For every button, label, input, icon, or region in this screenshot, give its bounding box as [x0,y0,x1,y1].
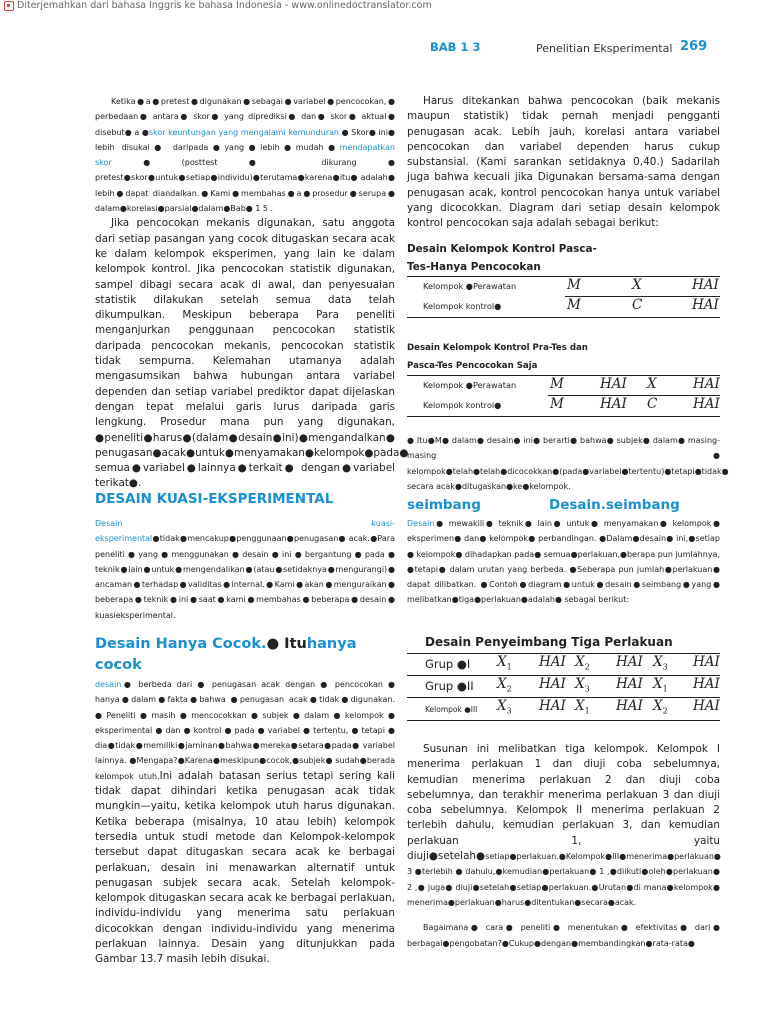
cell-symbol: $X_2$ [497,676,512,694]
design-row [407,698,720,720]
paragraph-text: ● berbeda dari ● penugasan acak dengan ● pencocokan ● hanya●dalam●fakta●bahwa ●penugasan acak●tidak●digunakan. ●Peneliti●masih●mencocokkan●subjek●dalam●kelompok● eksperimental●dan●kontrol●pada●variabel●tertentu,●tetapi● dia●tidak●memiliki●jaminan●bahwa●mereka●setara●pada● variabel lainnya. ●Mengapa?●Karena●meskipun●cocok,●subjek● sudah●berada kelompok utuh. [95,680,395,781]
cell-symbol: HAI [539,676,566,692]
paragraph-m-explanation: ● Itu●M● dalam● desain● ini● berarti● bahwa● subjek● dalam● masing-masing● kelompok●telah●telah●dicocokkan●(pada●variabel●tertentu)●tetapi●tidak● secara acak●ditugaskan●ke●kelompok. [407,436,729,491]
cell-symbol: M [550,396,564,412]
paragraph-matching-only [95,677,395,968]
banner-text[interactable]: Diterjemahkan dari bahasa Inggris ke bahasa Indonesia - www.onlinedoctranslator.com [17,0,432,11]
chapter-label: BAB 1 3 [430,40,481,54]
row-label: Grup ●I [425,657,471,671]
paragraph-text: ● mewakili● teknik● lain● untuk● menyamakan● kelompok● eksperimen● dan● kelompok● perbandingan. ●Dalam●desain● ini,●setiap ● kelompok● dihadapkan pada● semua●perlakuan,●berapa pun jumlahnya, ●tetapi● dalam urutan yang berbeda. ●Seberapa pun jumlah●perlakuan● dapat dilibatkan. ●Contoh●diagram●untuk●desain●seimbang●yang● melibatkan●tiga●perlakuan●adalah● sebagai berikut: [407,519,720,605]
page-number: 269 [680,39,708,54]
cell-symbol: HAI [616,676,643,692]
cell-symbol: $X_1$ [653,676,668,694]
design-table-rows [407,376,720,416]
row-label: Kelompok kontrol● [423,301,502,311]
paragraph-text: Ketika●a●pretest●digunakan●sebagai●variabel●pencocokan,● perbedaan● antara● skor● yang diprediksi● dan● skor● aktual● disebut● a ● [95,97,395,137]
subheading-text: ● Itu [266,636,307,652]
term-design: desain [95,680,122,689]
table-title: Desain Penyeimbang Tiga Perlakuan [425,635,673,649]
translator-logo-icon [4,1,14,11]
row-label: Kelompok ●Perawatan [423,281,517,291]
design-row [407,277,720,297]
table-rule [565,296,720,297]
design-row [407,654,720,676]
design-row [407,676,720,698]
cell-symbol: HAI [539,698,566,714]
cell-symbol: HAI [600,376,627,392]
cell-symbol: HAI [693,396,720,412]
cell-symbol: HAI [600,396,627,412]
cell-symbol: C [632,297,643,313]
term-quasi-experimental: Desain kuasi-eksperimental [95,519,395,544]
design-table-counterbalanced [407,632,720,652]
cell-symbol: HAI [693,376,720,392]
table-rule [407,416,720,417]
table-rule [407,720,720,721]
row-label: Kelompok ●Perawatan [423,380,517,390]
section-heading: seimbang [407,497,481,513]
table-rule [548,395,720,396]
table-title: Desain Kelompok Kontrol Pra-Tes dan [407,343,588,353]
cell-symbol: $X_3$ [575,676,590,694]
section-counterbalanced [407,497,720,517]
cell-symbol: $X_1$ [575,698,590,716]
cell-symbol: HAI [616,698,643,714]
table-rule [407,317,720,318]
right-column-3 [407,516,720,608]
cell-symbol: $X_3$ [653,654,668,672]
paragraph-text: Susunan ini melibatkan tiga kelompok. Kelompok I menerima perlakuan 1 dan diuji coba sebelumnya, kemudian menerima perlakuan 2 dan diuji coba sebelumnya, dan terakhir menerima perlakuan 3 dan diuji coba sebelumnya. Kelompok II menerima perlakuan 2 terlebih dahulu, kemudian perlakuan 3, dan kemudian perlakuan 1, yaitu diuji●setelah● [407,743,720,863]
cell-symbol: HAI [693,654,720,670]
paragraph-quasi-definition [95,516,395,623]
cell-symbol: $X_2$ [575,654,590,672]
design-row [407,396,720,416]
paragraph-counterbalanced [407,516,720,608]
cell-symbol: HAI [692,277,719,293]
table-rule [407,276,720,277]
cell-symbol: X [632,277,642,293]
cell-symbol: M [550,376,564,392]
table-title: Tes-Hanya Pencocokan [407,261,541,273]
paragraph-counterbalance-explanation [407,742,720,910]
cell-symbol: $X_1$ [497,654,512,672]
left-column-2 [95,516,395,623]
cell-symbol: M [567,277,581,293]
design-table-rows [407,277,720,317]
design-row [407,376,720,396]
paragraph-text: ●(posttest● dikurang● pretest●skor●untuk●setiap●individu)●terutama●karena●itu● adalah● lebih●dapat diandalkan.●Kami●membahas●a●prosedur●serupa● dalam●korelasi●parsial●dalam●Bab● 1 5 . [95,158,395,214]
section-quasi-experimental [95,491,395,507]
term-gain-score: mendapatkan skor [95,142,395,168]
subheading-matching-only [95,633,395,675]
right-column [407,94,720,232]
cell-symbol: X [647,376,657,392]
cell-symbol: HAI [693,676,720,692]
design-table-rows [407,654,720,720]
cell-symbol: C [647,396,658,412]
term-design: Desain [407,519,435,528]
translation-banner[interactable] [4,0,432,11]
right-column-4 [407,742,720,951]
design-table-posttest-matching [407,240,720,276]
table-rule [407,675,720,676]
row-label: Grup ●II [425,679,474,693]
cell-symbol: $X_3$ [497,698,512,716]
paragraph-text: setiap●perlakuan.●Kelompok●III●menerima●perlakuan● 3 ●terlebih ● dahulu,●kemudian●perlakuan● 1 ,●diikuti●oleh●perlakuan● 2 ,● juga● diuji●setelah●setiap●perlakuan.●Urutan●di mana●kelompok● menerima●perlakuan●harus●ditentukan●secara●acak. [407,852,721,907]
running-title: Penelitian Eksperimental [536,42,673,55]
cell-symbol: HAI [616,654,643,670]
paragraph-text: ● Skor● ini● lebih disukai● daripada●yang●lebih●mudah● [95,127,395,152]
subheading-text: Desain Hanya Cocok. [95,636,267,652]
paragraph-matching-methods: Jika pencocokan mekanis digunakan, satu anggota dari setiap pasangan yang cocok ditugaskan secara acak ke dalam kelompok eksperimen, yang lain ke dalam kelompok kontrol. Jika pencocokan statistik digunakan, sampel dibagi secara acak di awal, dan penyesuaian statistik dilakukan setelah semua data telah dikumpulkan. Meskipun beberapa Para peneliti menganjurkan penggunaan pencocokan statistik daripada pencocokan mekanis, pencocokan statistik tidak sempurna. Kelemahan utamanya adalah mengasumsikan bahwa hubungan antara variabel dependen dan setiap variabel prediktor dapat dijelaskan dengan tepat melalui garis lurus daripada garis lengkung. Prosedur mana pun yang digunakan, ●peneliti●harus●(dalam●desain●ini)●mengandalkan● penugasan●acak●untuk●menyamakan●kelompok●pada● semua●variabel●lainnya●terkait● dengan●variabel terikat●. [95,217,409,490]
design-row [407,297,720,317]
table-title: Desain Kelompok Kontrol Pasca- [407,243,597,255]
term-regressed-gain-score: skor keuntungan yang mengalami kemunduran. [148,127,342,137]
paragraph-effectiveness: Bagaimana● cara● peneliti● menentukan● efektivitas● dari● berbagai●pengobatan?●Cukup●dengan●membandingkan●rata-rata● [407,923,720,948]
paragraph-regression-score [95,94,395,216]
table-rule [407,653,720,654]
right-column-2 [407,433,729,494]
cell-symbol: HAI [692,297,719,313]
cell-symbol: $X_2$ [653,698,668,716]
term-matching-only: hanya cocok [95,636,357,673]
cell-symbol: HAI [693,698,720,714]
left-column [95,94,409,492]
row-label: Kelompok kontrol● [423,400,502,410]
table-rule [407,697,720,698]
row-label: Kelompok ●III [425,705,478,714]
paragraph-text: ●tidak●mencakup●penggunaan●penugasan● acak.●Para peneliti●yang●menggunakan●desain●ini●bergantung●pada● teknik●lain●untuk●mengendalikan●(atau●setidaknya●mengurangi)● ancaman●terhadap●validitas●internal.●Kami●akan●menguraikan● beberapa●teknik●ini●saat●kami●membahas●beberapa●desain● kuasieksperimental. [95,534,395,620]
left-column-3 [95,633,395,968]
paragraph-text: Ini adalah batasan serius tetapi sering kali tidak dapat dihindari ketika penugasan acak tidak mungkin—yaitu, ketika kelompok utuh harus digunakan. Ketika beberapa (misalnya, 10 atau lebih) kelompok tersedia untuk studi metode dan Kelompok-kelompok tersebut dapat ditugaskan secara acak ke berbagai perlakuan, desain ini menawarkan alternatif untuk penugasan subjek secara acak. Setelah kelompok-kelompok ditugaskan secara acak ke berbagai perlakuan, individu-individu yang menerima satu perlakuan dicocokkan dengan individu-individu yang menerima perlakuan lainnya. Desain yang ditunjukkan pada Gambar 13.7 masih lebih disukai. [95,769,395,966]
design-table-prepost-matching [407,339,720,375]
cell-symbol: M [567,297,581,313]
table-rule [407,375,720,376]
section-heading: Desain.seimbang [549,497,680,513]
paragraph-matching-not-substitute: Harus ditekankan bahwa pencocokan (baik mekanis maupun statistik) tidak pernah menjadi pengganti penugasan acak. Lebih jauh, korelasi antara variabel pencocokan dan variabel dependen harus cukup substansial. (Kami sarankan setidaknya 0,40.) Sadarilah juga bahwa kecuali jika Digunakan bersama-sama dengan penugasan acak, kontrol pencocokan hanya untuk variabel yang dicocokkan. Diagram dari setiap desain kelompok kontrol pencocokan saja adalah sebagai berikut: [407,95,720,230]
cell-symbol: HAI [539,654,566,670]
table-title: Pasca-Tes Pencocokan Saja [407,361,538,371]
section-heading: DESAIN KUASI-EKSPERIMENTAL [95,491,334,507]
